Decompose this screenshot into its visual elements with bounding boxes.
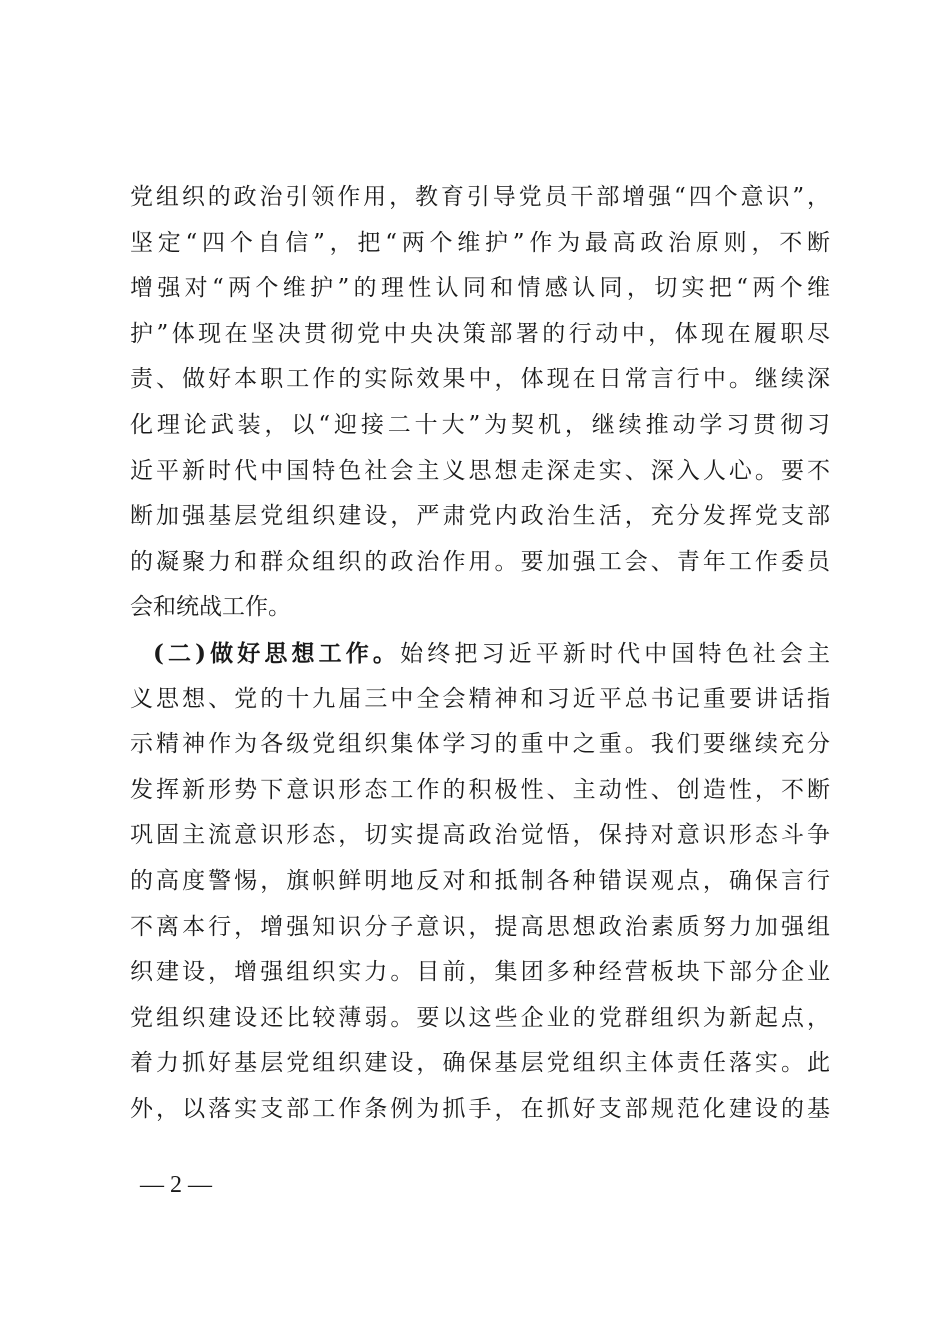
text-line: 责、做好本职工作的实际效果中，体现在日常言行中。继续深 [130, 366, 830, 393]
paragraph-1 [130, 175, 830, 631]
text-line: 织建设，增强组织实力。目前，集团多种经营板块下部分企业 [130, 959, 830, 986]
paragraph-2 [130, 631, 830, 1133]
text-line: 党组织的政治引领作用，教育引导党员干部增强“四个意识”， [130, 184, 830, 210]
text-line: 断加强基层党组织建设，严肃党内政治生活，充分发挥党支部 [130, 503, 830, 530]
text-line: 会和统战工作。 [130, 594, 291, 621]
text-line: 发挥新形势下意识形态工作的积极性、主动性、创造性，不断 [130, 776, 830, 803]
paragraph-2-first-line [130, 631, 830, 677]
first-line-text: 始终把习近平新时代中国特色社会主 [400, 640, 831, 667]
text-line: 党组织建设还比较薄弱。要以这些企业的党群组织为新起点， [130, 1004, 830, 1031]
text-line: 的凝聚力和群众组织的政治作用。要加强工会、青年工作委员 [130, 548, 830, 575]
text-line: 的高度警惕，旗帜鲜明地反对和抵制各种错误观点，确保言行 [130, 867, 830, 894]
text-line: 化理论武装，以“迎接二十大”为契机，继续推动学习贯彻习 [130, 411, 830, 438]
text-line: 示精神作为各级党组织集体学习的重中之重。我们要继续充分 [130, 731, 830, 758]
text-line: 不离本行，增强知识分子意识，提高思想政治素质努力加强组 [130, 913, 830, 940]
section-heading: (二)做好思想工作。 [153, 639, 401, 667]
text-line: 巩固主流意识形态，切实提高政治觉悟，保持对意识形态斗争 [130, 822, 830, 849]
body-text [130, 175, 830, 1132]
text-line: 近平新时代中国特色社会主义思想走深走实、深入人心。要不 [130, 457, 830, 484]
text-line: 着力抓好基层党组织建设，确保基层党组织主体责任落实。此 [130, 1050, 830, 1077]
text-line: 护”体现在坚决贯彻党中央决策部署的行动中，体现在履职尽 [130, 320, 830, 347]
page-number: — 2 — [140, 1172, 212, 1198]
text-line: 外，以落实支部工作条例为抓手，在抓好支部规范化建设的基 [130, 1095, 830, 1122]
text-line: 义思想、党的十九届三中全会精神和习近平总书记重要讲话指 [130, 685, 830, 712]
text-line: 坚定“四个自信”，把“两个维护”作为最高政治原则，不断 [130, 229, 830, 256]
text-line: 增强对“两个维护”的理性认同和情感认同，切实把“两个维 [130, 275, 830, 302]
